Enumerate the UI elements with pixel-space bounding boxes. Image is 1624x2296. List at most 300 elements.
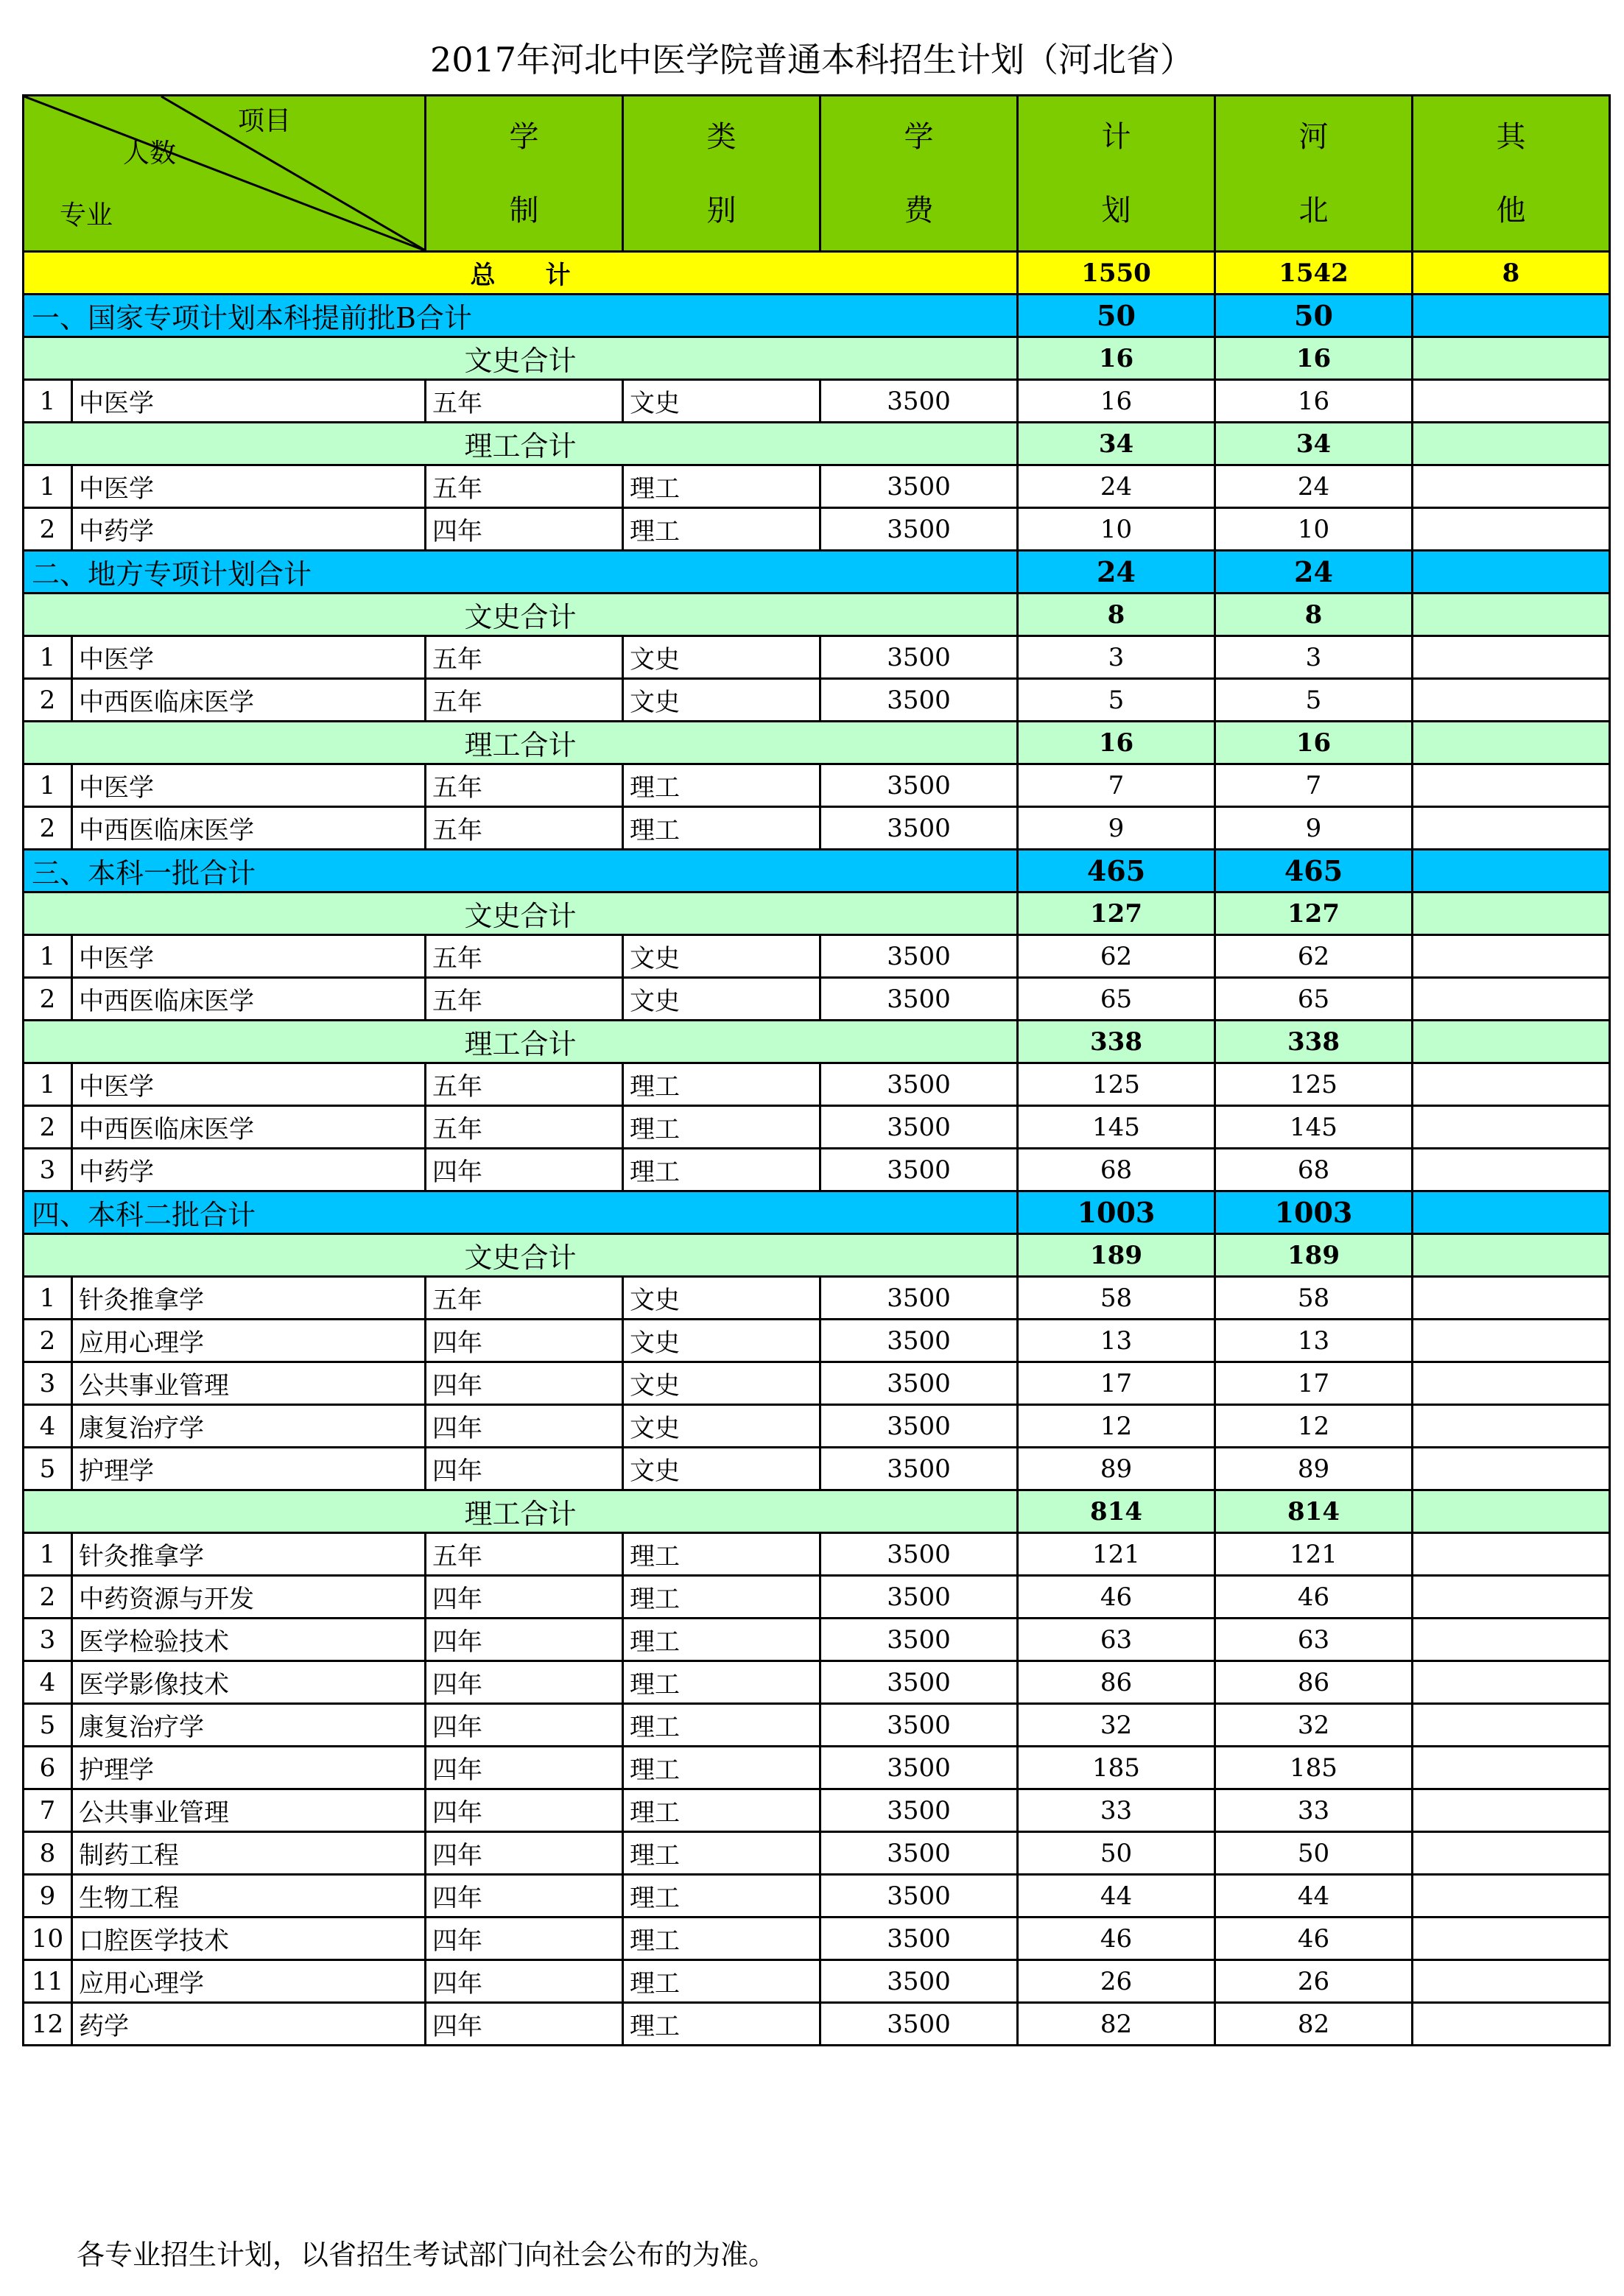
row-number: 2: [24, 1320, 72, 1362]
plan-count: 10: [1018, 508, 1215, 551]
category: 理工: [623, 1704, 820, 1747]
section-row: [24, 850, 1610, 892]
subtotal-label: 文史合计: [24, 337, 1018, 380]
row-number: 6: [24, 1747, 72, 1789]
major-name: 中西医临床医学: [72, 679, 426, 722]
major-name: 中西医临床医学: [72, 978, 426, 1021]
other-count: [1413, 1063, 1610, 1106]
other-count: [1413, 1875, 1610, 1918]
section-hebei: 24: [1215, 551, 1413, 594]
other-count: [1413, 1704, 1610, 1747]
section-plan: 24: [1018, 551, 1215, 594]
tuition: 3500: [820, 1405, 1018, 1448]
header-jihua: 计 划: [1018, 96, 1215, 252]
section-hebei: 1003: [1215, 1191, 1413, 1234]
category: 理工: [623, 1149, 820, 1191]
plan-count: 9: [1018, 807, 1215, 850]
other-count: [1413, 978, 1610, 1021]
other-count: [1413, 1576, 1610, 1619]
table-row: [24, 2003, 1610, 2046]
subtotal-hebei: 814: [1215, 1490, 1413, 1533]
total-label: 总 计: [24, 252, 1018, 295]
plan-count: 3: [1018, 636, 1215, 679]
major-name: 护理学: [72, 1448, 426, 1490]
table-row: [24, 1106, 1610, 1149]
study-length: 五年: [426, 935, 623, 978]
tuition: 3500: [820, 679, 1018, 722]
category: 文史: [623, 380, 820, 423]
hebei-count: 12: [1215, 1405, 1413, 1448]
header-xuezhi: 学 制: [426, 96, 623, 252]
subtotal-plan: 127: [1018, 892, 1215, 935]
tuition: 3500: [820, 508, 1018, 551]
section-plan: 50: [1018, 295, 1215, 337]
study-length: 四年: [426, 1448, 623, 1490]
row-number: 9: [24, 1875, 72, 1918]
tuition: 3500: [820, 1063, 1018, 1106]
table-row: [24, 978, 1610, 1021]
subtotal-row: [24, 423, 1610, 465]
diag-label-count: 人数: [123, 138, 177, 169]
diagonal-header-cell: [24, 96, 426, 252]
plan-count: 33: [1018, 1789, 1215, 1832]
major-name: 应用心理学: [72, 1320, 426, 1362]
plan-count: 32: [1018, 1704, 1215, 1747]
study-length: 五年: [426, 764, 623, 807]
plan-count: 24: [1018, 465, 1215, 508]
table-row: [24, 1704, 1610, 1747]
other-count: [1413, 1448, 1610, 1490]
plan-count: 62: [1018, 935, 1215, 978]
hebei-count: 7: [1215, 764, 1413, 807]
other-count: [1413, 1918, 1610, 1960]
hebei-count: 86: [1215, 1661, 1413, 1704]
diag-label-major: 专业: [60, 200, 113, 230]
table-row: [24, 1960, 1610, 2003]
tuition: 3500: [820, 2003, 1018, 2046]
plan-count: 17: [1018, 1362, 1215, 1405]
plan-count: 16: [1018, 380, 1215, 423]
major-name: 口腔医学技术: [72, 1918, 426, 1960]
hebei-count: 3: [1215, 636, 1413, 679]
section-row: [24, 295, 1610, 337]
tuition: 3500: [820, 1619, 1018, 1661]
row-number: 2: [24, 978, 72, 1021]
plan-count: 63: [1018, 1619, 1215, 1661]
page-title: 2017年河北中医学院普通本科招生计划（河北省）: [429, 40, 1195, 80]
other-count: [1413, 1832, 1610, 1875]
row-number: 1: [24, 1277, 72, 1320]
category: 文史: [623, 1405, 820, 1448]
subtotal-hebei: 127: [1215, 892, 1413, 935]
plan-count: 82: [1018, 2003, 1215, 2046]
study-length: 四年: [426, 1576, 623, 1619]
table-row: [24, 1661, 1610, 1704]
subtotal-row: [24, 337, 1610, 380]
subtotal-hebei: 16: [1215, 337, 1413, 380]
study-length: 五年: [426, 465, 623, 508]
row-number: 3: [24, 1362, 72, 1405]
subtotal-other: [1413, 1021, 1610, 1063]
header-qita: 其 他: [1413, 96, 1610, 252]
tuition: 3500: [820, 1576, 1018, 1619]
table-row: [24, 1747, 1610, 1789]
other-count: [1413, 636, 1610, 679]
subtotal-hebei: 16: [1215, 722, 1413, 764]
other-count: [1413, 1320, 1610, 1362]
category: 理工: [623, 1832, 820, 1875]
tuition: 3500: [820, 1149, 1018, 1191]
hebei-count: 145: [1215, 1106, 1413, 1149]
major-name: 制药工程: [72, 1832, 426, 1875]
plan-count: 50: [1018, 1832, 1215, 1875]
hebei-count: 32: [1215, 1704, 1413, 1747]
other-count: [1413, 764, 1610, 807]
category: 文史: [623, 978, 820, 1021]
row-number: 11: [24, 1960, 72, 2003]
hebei-count: 68: [1215, 1149, 1413, 1191]
plan-count: 5: [1018, 679, 1215, 722]
study-length: 四年: [426, 1405, 623, 1448]
subtotal-other: [1413, 594, 1610, 636]
row-number: 4: [24, 1405, 72, 1448]
major-name: 中西医临床医学: [72, 807, 426, 850]
section-plan: 1003: [1018, 1191, 1215, 1234]
category: 理工: [623, 1576, 820, 1619]
table-row: [24, 1789, 1610, 1832]
study-length: 五年: [426, 380, 623, 423]
tuition: 3500: [820, 1789, 1018, 1832]
row-number: 1: [24, 636, 72, 679]
category: 理工: [623, 1875, 820, 1918]
tuition: 3500: [820, 636, 1018, 679]
plan-count: 13: [1018, 1320, 1215, 1362]
row-number: 2: [24, 679, 72, 722]
tuition: 3500: [820, 1362, 1018, 1405]
row-number: 7: [24, 1789, 72, 1832]
section-row: [24, 1191, 1610, 1234]
row-number: 12: [24, 2003, 72, 2046]
row-number: 8: [24, 1832, 72, 1875]
row-number: 3: [24, 1149, 72, 1191]
tuition: 3500: [820, 1661, 1018, 1704]
table-row: [24, 1320, 1610, 1362]
major-name: 生物工程: [72, 1875, 426, 1918]
table-row: [24, 807, 1610, 850]
hebei-count: 44: [1215, 1875, 1413, 1918]
other-count: [1413, 1789, 1610, 1832]
study-length: 四年: [426, 1918, 623, 1960]
row-number: 1: [24, 1063, 72, 1106]
tuition: 3500: [820, 807, 1018, 850]
subtotal-other: [1413, 1490, 1610, 1533]
hebei-count: 10: [1215, 508, 1413, 551]
row-number: 1: [24, 380, 72, 423]
other-count: [1413, 1661, 1610, 1704]
hebei-count: 121: [1215, 1533, 1413, 1576]
row-number: 1: [24, 935, 72, 978]
category: 理工: [623, 764, 820, 807]
tuition: 3500: [820, 1704, 1018, 1747]
study-length: 四年: [426, 1661, 623, 1704]
hebei-count: 9: [1215, 807, 1413, 850]
category: 理工: [623, 465, 820, 508]
header-xuefei: 学 费: [820, 96, 1018, 252]
subtotal-other: [1413, 337, 1610, 380]
plan-count: 12: [1018, 1405, 1215, 1448]
study-length: 四年: [426, 1619, 623, 1661]
table-row: [24, 1533, 1610, 1576]
plan-count: 44: [1018, 1875, 1215, 1918]
hebei-count: 82: [1215, 2003, 1413, 2046]
subtotal-hebei: 8: [1215, 594, 1413, 636]
row-number: 2: [24, 508, 72, 551]
category: 文史: [623, 935, 820, 978]
other-count: [1413, 1149, 1610, 1191]
study-length: 五年: [426, 807, 623, 850]
major-name: 针灸推拿学: [72, 1277, 426, 1320]
subtotal-hebei: 189: [1215, 1234, 1413, 1277]
subtotal-plan: 338: [1018, 1021, 1215, 1063]
other-count: [1413, 1619, 1610, 1661]
tuition: 3500: [820, 764, 1018, 807]
study-length: 四年: [426, 1875, 623, 1918]
table-row: [24, 1149, 1610, 1191]
total-row: [24, 252, 1610, 295]
table-row: [24, 764, 1610, 807]
total-other: 8: [1413, 252, 1610, 295]
major-name: 公共事业管理: [72, 1789, 426, 1832]
subtotal-row: [24, 892, 1610, 935]
row-number: 1: [24, 465, 72, 508]
table-row: [24, 1448, 1610, 1490]
study-length: 四年: [426, 1320, 623, 1362]
row-number: 2: [24, 807, 72, 850]
plan-count: 68: [1018, 1149, 1215, 1191]
major-name: 中医学: [72, 764, 426, 807]
hebei-count: 13: [1215, 1320, 1413, 1362]
major-name: 医学检验技术: [72, 1619, 426, 1661]
section-hebei: 465: [1215, 850, 1413, 892]
other-count: [1413, 380, 1610, 423]
major-name: 中医学: [72, 380, 426, 423]
subtotal-other: [1413, 1234, 1610, 1277]
study-length: 四年: [426, 1747, 623, 1789]
total-hebei: 1542: [1215, 252, 1413, 295]
study-length: 五年: [426, 978, 623, 1021]
category: 理工: [623, 1747, 820, 1789]
other-count: [1413, 508, 1610, 551]
major-name: 药学: [72, 2003, 426, 2046]
hebei-count: 5: [1215, 679, 1413, 722]
hebei-count: 16: [1215, 380, 1413, 423]
subtotal-other: [1413, 892, 1610, 935]
table-row: [24, 1362, 1610, 1405]
study-length: 四年: [426, 1789, 623, 1832]
table-row: [24, 1832, 1610, 1875]
subtotal-plan: 16: [1018, 337, 1215, 380]
other-count: [1413, 935, 1610, 978]
tuition: 3500: [820, 1918, 1018, 1960]
plan-count: 121: [1018, 1533, 1215, 1576]
hebei-count: 46: [1215, 1918, 1413, 1960]
category: 理工: [623, 508, 820, 551]
hebei-count: 65: [1215, 978, 1413, 1021]
category: 理工: [623, 1960, 820, 2003]
subtotal-label: 理工合计: [24, 1490, 1018, 1533]
row-number: 2: [24, 1106, 72, 1149]
section-label: 四、本科二批合计: [24, 1191, 1018, 1234]
table-row: [24, 1405, 1610, 1448]
subtotal-row: [24, 1490, 1610, 1533]
section-other: [1413, 1191, 1610, 1234]
study-length: 五年: [426, 636, 623, 679]
other-count: [1413, 1362, 1610, 1405]
category: 理工: [623, 1661, 820, 1704]
row-number: 1: [24, 1533, 72, 1576]
table-row: [24, 465, 1610, 508]
category: 理工: [623, 1918, 820, 1960]
tuition: 3500: [820, 1533, 1018, 1576]
tuition: 3500: [820, 465, 1018, 508]
major-name: 医学影像技术: [72, 1661, 426, 1704]
hebei-count: 58: [1215, 1277, 1413, 1320]
row-number: 1: [24, 764, 72, 807]
enrollment-plan-table: [22, 94, 1611, 2046]
category: 理工: [623, 2003, 820, 2046]
category: 文史: [623, 636, 820, 679]
plan-count: 185: [1018, 1747, 1215, 1789]
row-number: 5: [24, 1448, 72, 1490]
row-number: 4: [24, 1661, 72, 1704]
row-number: 3: [24, 1619, 72, 1661]
category: 文史: [623, 1362, 820, 1405]
hebei-count: 26: [1215, 1960, 1413, 2003]
plan-count: 46: [1018, 1918, 1215, 1960]
subtotal-hebei: 338: [1215, 1021, 1413, 1063]
major-name: 康复治疗学: [72, 1704, 426, 1747]
other-count: [1413, 465, 1610, 508]
subtotal-plan: 16: [1018, 722, 1215, 764]
subtotal-row: [24, 1234, 1610, 1277]
study-length: 四年: [426, 2003, 623, 2046]
study-length: 四年: [426, 1704, 623, 1747]
header-leibie: 类 别: [623, 96, 820, 252]
tuition: 3500: [820, 1320, 1018, 1362]
section-other: [1413, 551, 1610, 594]
footnote: 各专业招生计划，以省招生考试部门向社会公布的为准。: [77, 2239, 777, 2271]
subtotal-other: [1413, 722, 1610, 764]
plan-count: 86: [1018, 1661, 1215, 1704]
major-name: 康复治疗学: [72, 1405, 426, 1448]
other-count: [1413, 807, 1610, 850]
other-count: [1413, 1405, 1610, 1448]
major-name: 公共事业管理: [72, 1362, 426, 1405]
subtotal-label: 文史合计: [24, 1234, 1018, 1277]
study-length: 四年: [426, 1960, 623, 2003]
section-other: [1413, 850, 1610, 892]
other-count: [1413, 679, 1610, 722]
plan-count: 145: [1018, 1106, 1215, 1149]
hebei-count: 33: [1215, 1789, 1413, 1832]
hebei-count: 63: [1215, 1619, 1413, 1661]
study-length: 五年: [426, 1533, 623, 1576]
category: 理工: [623, 807, 820, 850]
section-label: 三、本科一批合计: [24, 850, 1018, 892]
tuition: 3500: [820, 380, 1018, 423]
tuition: 3500: [820, 935, 1018, 978]
study-length: 五年: [426, 679, 623, 722]
category: 理工: [623, 1106, 820, 1149]
study-length: 五年: [426, 1106, 623, 1149]
table-row: [24, 508, 1610, 551]
study-length: 四年: [426, 1832, 623, 1875]
tuition: 3500: [820, 1832, 1018, 1875]
subtotal-row: [24, 1021, 1610, 1063]
hebei-count: 62: [1215, 935, 1413, 978]
plan-count: 46: [1018, 1576, 1215, 1619]
study-length: 四年: [426, 1362, 623, 1405]
category: 理工: [623, 1789, 820, 1832]
subtotal-hebei: 34: [1215, 423, 1413, 465]
total-plan: 1550: [1018, 252, 1215, 295]
tuition: 3500: [820, 1277, 1018, 1320]
table-row: [24, 1277, 1610, 1320]
section-hebei: 50: [1215, 295, 1413, 337]
section-other: [1413, 295, 1610, 337]
study-length: 四年: [426, 508, 623, 551]
table-row: [24, 1875, 1610, 1918]
category: 文史: [623, 1320, 820, 1362]
other-count: [1413, 2003, 1610, 2046]
tuition: 3500: [820, 1875, 1018, 1918]
section-label: 二、地方专项计划合计: [24, 551, 1018, 594]
table-row: [24, 636, 1610, 679]
table-row: [24, 679, 1610, 722]
plan-count: 89: [1018, 1448, 1215, 1490]
category: 文史: [623, 1448, 820, 1490]
study-length: 五年: [426, 1277, 623, 1320]
subtotal-label: 理工合计: [24, 1021, 1018, 1063]
diag-label-item: 项目: [238, 106, 292, 136]
hebei-count: 125: [1215, 1063, 1413, 1106]
section-label: 一、国家专项计划本科提前批B合计: [24, 295, 1018, 337]
major-name: 护理学: [72, 1747, 426, 1789]
tuition: 3500: [820, 1448, 1018, 1490]
table-row: [24, 935, 1610, 978]
subtotal-plan: 189: [1018, 1234, 1215, 1277]
hebei-count: 185: [1215, 1747, 1413, 1789]
major-name: 中西医临床医学: [72, 1106, 426, 1149]
table-row: [24, 1619, 1610, 1661]
row-number: 10: [24, 1918, 72, 1960]
header-row: [24, 96, 1610, 252]
major-name: 中药学: [72, 1149, 426, 1191]
category: 理工: [623, 1533, 820, 1576]
tuition: 3500: [820, 1747, 1018, 1789]
table-row: [24, 1576, 1610, 1619]
hebei-count: 17: [1215, 1362, 1413, 1405]
table-row: [24, 1063, 1610, 1106]
major-name: 中医学: [72, 636, 426, 679]
major-name: 应用心理学: [72, 1960, 426, 2003]
major-name: 中医学: [72, 935, 426, 978]
header-hebei: 河 北: [1215, 96, 1413, 252]
subtotal-label: 文史合计: [24, 892, 1018, 935]
tuition: 3500: [820, 978, 1018, 1021]
study-length: 五年: [426, 1063, 623, 1106]
other-count: [1413, 1533, 1610, 1576]
